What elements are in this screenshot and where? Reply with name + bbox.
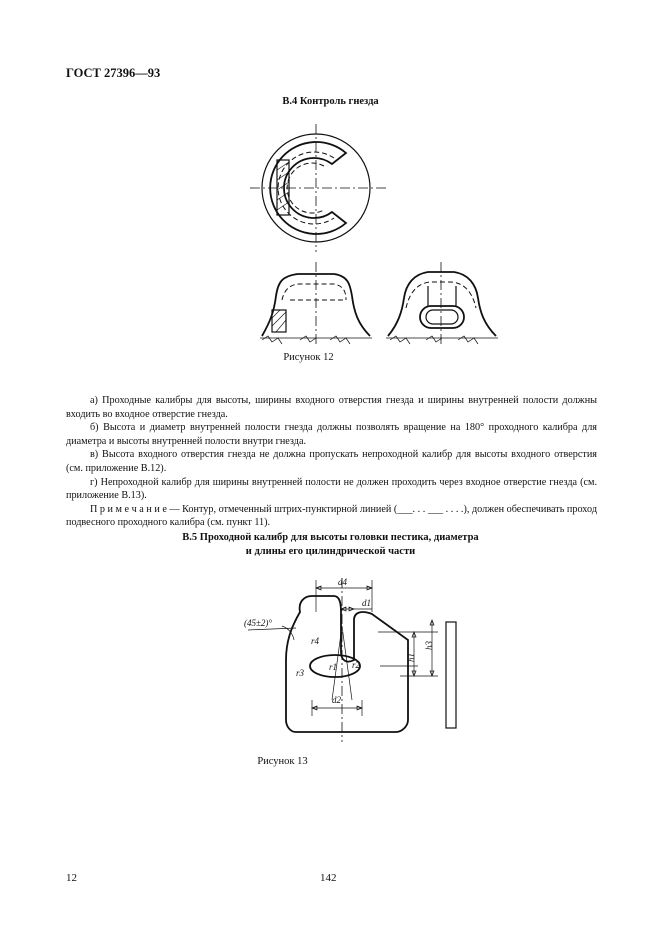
paragraph-a: а) Проходные калибры для высоты, ширины входного отверстия гнезда и ширины внутренней полости должны входить во входное отверстие гнезда. — [66, 395, 597, 420]
label-d4: d4 — [338, 577, 347, 587]
section-b5-title-line2: и длины его цилиндрической части — [245, 546, 416, 557]
label-d2: d2 — [332, 695, 341, 705]
document-standard-header: ГОСТ 27396—93 — [66, 66, 161, 80]
note-paragraph: П р и м е ч а н и е — Контур, отмеченный штрих-пунктирной линией (___. . . ___ . . . .), должен обеспечивать проход подвесного проходного калибра (см. пункт 11). — [66, 503, 597, 529]
figure-13-caption: Рисунок 13 — [257, 756, 308, 767]
label-angle: (45±2)° — [244, 618, 273, 628]
body-text — [66, 394, 597, 530]
paragraph-g: г) Непроходной калибр для ширины внутренней полости не должен проходить через входное отверстие гнезда (см. приложение В.13). — [66, 476, 597, 502]
label-r4: r4 — [311, 636, 320, 646]
label-h1: h1 — [406, 653, 416, 662]
page-number-left: 12 — [66, 872, 77, 884]
page-number-center: 142 — [320, 872, 337, 884]
section-b4-title: В.4 Контроль гнезда — [282, 96, 379, 107]
label-r3: r3 — [296, 668, 305, 678]
figure-12-caption: Рисунок 12 — [283, 352, 334, 363]
label-h3: h3 — [424, 641, 434, 650]
label-r1: r1 — [329, 662, 338, 672]
label-r2: r2 — [352, 660, 361, 670]
paragraph-v: в) Высота входного отверстия гнезда не должна пропускать непроходной калибр для высоты входного отверстия (см. приложение В.12). — [66, 449, 597, 474]
paragraph-b: б) Высота и диаметр внутренней полости гнезда должны позволять вращение на 180° проходного калибра для диаметра и высоты внутренней полости внутри гнезда. — [66, 422, 597, 447]
section-b5-title-line1: В.5 Проходной калибр для высоты головки пестика, диаметра — [182, 532, 479, 543]
label-d1: d1 — [362, 598, 371, 608]
